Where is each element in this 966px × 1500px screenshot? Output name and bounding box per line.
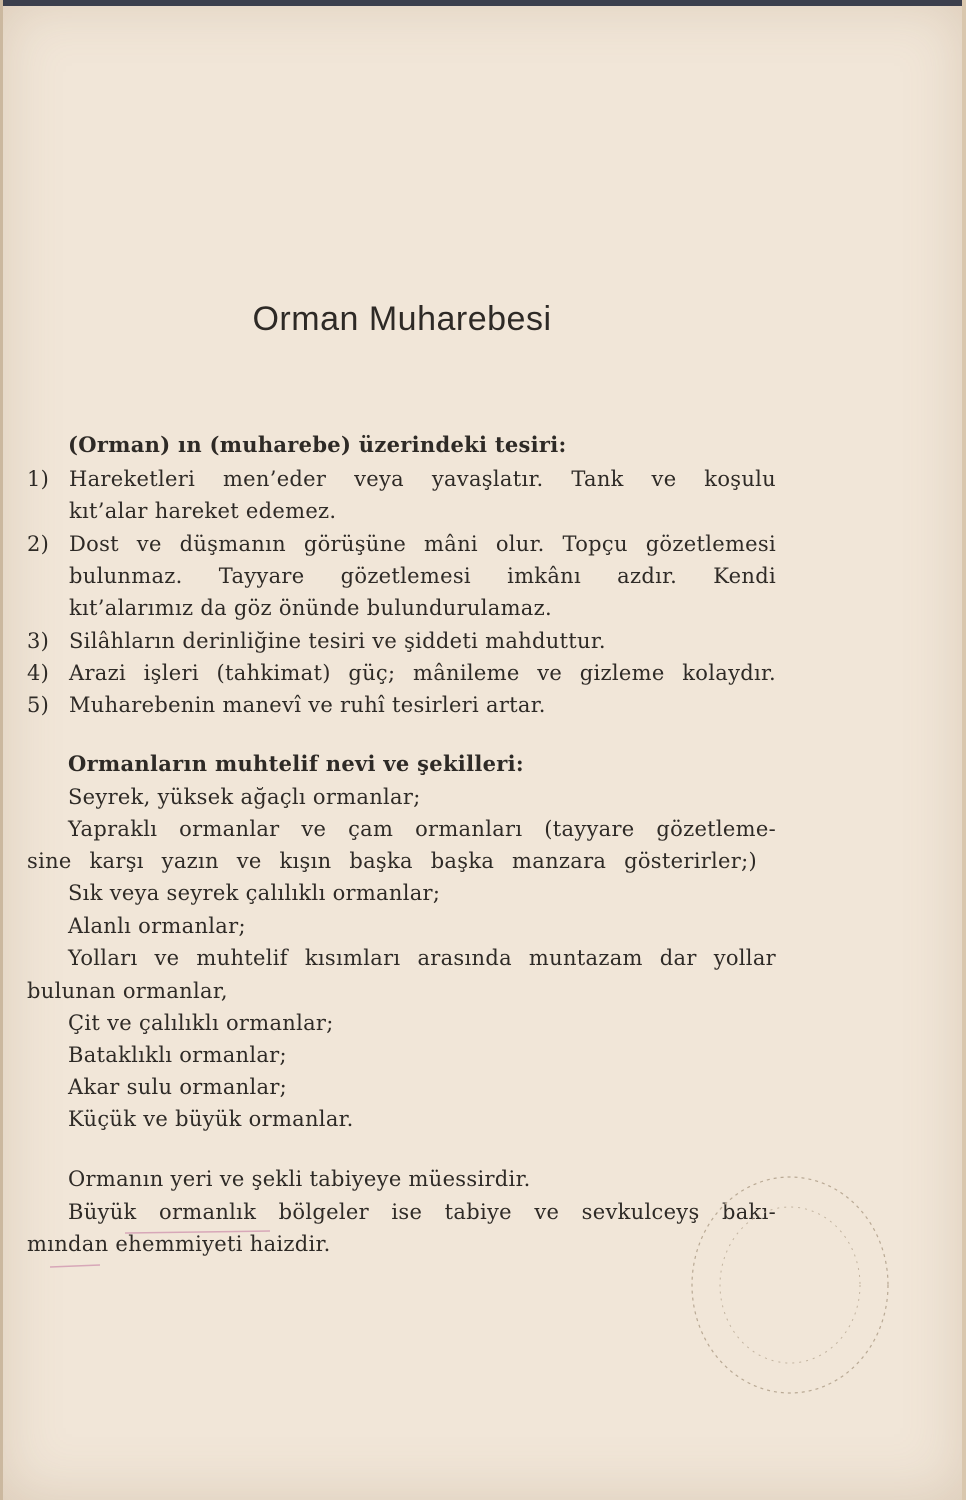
page-right-edge xyxy=(962,0,966,1500)
item-1-line-1: Hareketleri men’eder veya yavaşlatır. Tank ve koşulu xyxy=(69,467,776,491)
item-2-line-2: bulunmaz. Tayyare gözetlemesi imkânı azdır. Kendi xyxy=(69,564,776,588)
item-number: 3) xyxy=(27,629,50,653)
forest-type-line: bulunan ormanlar, xyxy=(27,979,228,1003)
item-2-line-1: Dost ve düşmanın görüşüne mâni olur. Topçu gözetlemesi xyxy=(69,532,776,556)
page-left-edge xyxy=(0,0,3,1500)
item-3-line-1: Silâhların derinliğine tesiri ve şiddeti mahduttur. xyxy=(69,629,606,653)
closing-line: Büyük ormanlık bölgeler ise tabiye ve sevkulceyş bakı- xyxy=(68,1200,776,1224)
section2-heading: Ormanların muhtelif nevi ve şekilleri: xyxy=(68,751,524,776)
forest-type-line: Yolları ve muhtelif kısımları arasında muntazam dar yollar xyxy=(68,946,776,970)
section1-heading: (Orman) ın (muharebe) üzerindeki tesiri: xyxy=(68,432,567,457)
forest-type-line: Sık veya seyrek çalılıklı ormanlar; xyxy=(68,881,441,905)
forest-type-line: Akar sulu ormanlar; xyxy=(68,1075,288,1099)
item-number: 5) xyxy=(27,693,50,717)
page-top-edge xyxy=(0,0,966,6)
item-number: 1) xyxy=(27,467,50,491)
forest-type-line: Yapraklı ormanlar ve çam ormanları (tayyare gözetleme- xyxy=(68,817,776,841)
forest-type-line: sine karşı yazın ve kışın başka başka manzara gösterirler;) xyxy=(27,849,757,873)
forest-type-line: Küçük ve büyük ormanlar. xyxy=(68,1107,354,1131)
page-title: Orman Muharebesi xyxy=(252,300,552,338)
item-number: 2) xyxy=(27,532,50,556)
closing-line: Ormanın yeri ve şekli tabiyeye müessirdir. xyxy=(68,1167,531,1191)
item-5-line-1: Muharebenin manevî ve ruhî tesirleri artar. xyxy=(69,693,546,717)
forest-type-line: Bataklıklı ormanlar; xyxy=(68,1043,287,1067)
library-stamp xyxy=(680,1165,900,1405)
closing-line: mından ehemmiyeti haizdir. xyxy=(27,1232,331,1256)
item-4-line-1: Arazi işleri (tahkimat) güç; mânileme ve gizleme kolaydır. xyxy=(69,661,776,685)
item-number: 4) xyxy=(27,661,50,685)
item-2-line-3: kıt’alarımız da göz önünde bulundurulamaz. xyxy=(69,596,552,620)
forest-type-line: Çit ve çalılıklı ormanlar; xyxy=(68,1011,334,1035)
item-1-line-2: kıt’alar hareket edemez. xyxy=(69,499,337,523)
forest-type-line: Seyrek, yüksek ağaçlı ormanlar; xyxy=(68,785,421,809)
forest-type-line: Alanlı ormanlar; xyxy=(68,914,246,938)
